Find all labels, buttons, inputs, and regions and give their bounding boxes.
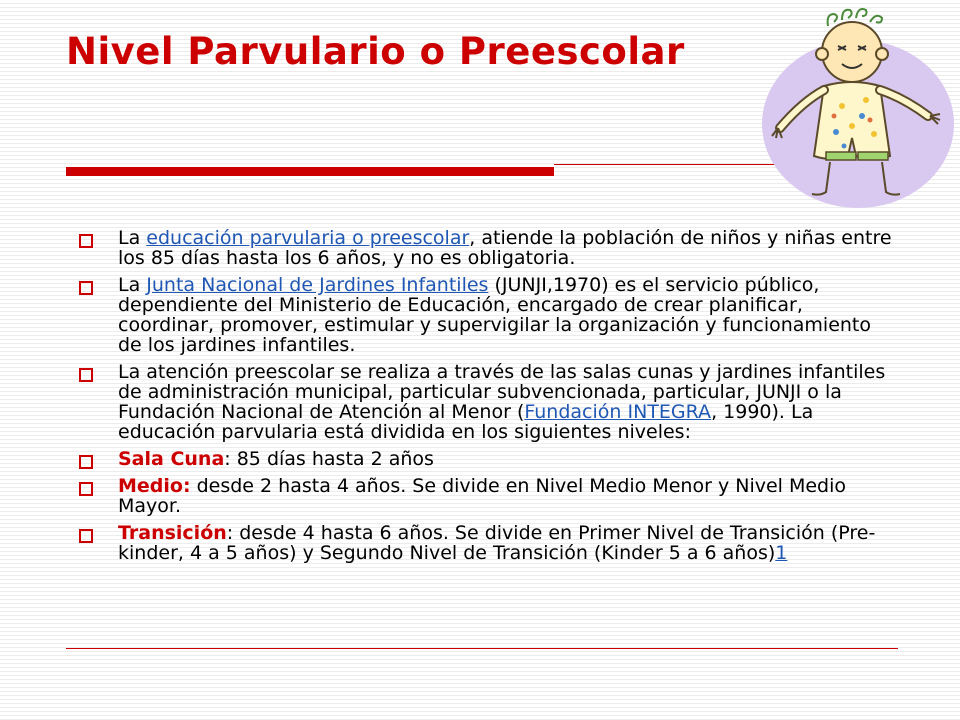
footer-divider (66, 648, 898, 649)
link-junji[interactable]: Junta Nacional de Jardines Infantiles (146, 274, 489, 296)
term-sala-cuna: Sala Cuna (118, 448, 225, 470)
bullet-item (78, 228, 898, 268)
bullet-item (78, 523, 898, 563)
term-medio: Medio: (118, 475, 191, 497)
title-underline-thick (66, 167, 554, 176)
square-bullet-icon (79, 482, 93, 496)
bullet-text: desde 2 hasta 4 años. Se divide en Nivel Medio Menor y Nivel Medio Mayor. (118, 475, 847, 517)
child-in-pajamas-illustration (758, 4, 956, 214)
square-bullet-icon (79, 529, 93, 543)
square-bullet-icon (79, 455, 93, 469)
term-transicion: Transición (118, 522, 227, 544)
bullet-item (78, 275, 898, 355)
bullet-item (78, 449, 898, 469)
bullet-text: La atención preescolar se realiza a través de las salas cunas y jardines infantiles de administración municipal, particular subvencionada, particular, JUNJI o la Fundación Nacional de Atención al Menor ( (118, 361, 886, 423)
bullet-text: La (118, 227, 147, 249)
bullet-item (78, 476, 898, 516)
square-bullet-icon (79, 368, 93, 382)
square-bullet-icon (79, 234, 93, 248)
bullet-text: , atiende la población de niños y niñas entre los 85 días hasta los 6 años, y no es obligatoria. (118, 227, 892, 269)
footnote-link[interactable]: 1 (775, 542, 788, 564)
square-bullet-icon (79, 281, 93, 295)
bullet-text: (JUNJI,1970) es el servicio público, dependiente del Ministerio de Educación, encargado de crear planificar, coordinar, promover, estimular y supervigilar la organización y funcionamiento de los jardines infantiles. (118, 274, 872, 356)
link-educacion-parvularia[interactable]: educación parvularia o preescolar (146, 227, 470, 249)
bullet-item (78, 362, 898, 442)
bullet-text: : desde 4 hasta 6 años. Se divide en Primer Nivel de Transición (Pre-kinder, 4 a 5 años) y Segundo Nivel de Transición (Kinder 5 a 6 años) (118, 522, 876, 564)
bullet-text: , 1990). La educación parvularia está dividida en los siguientes niveles: (118, 401, 814, 443)
bullet-text: La (118, 274, 147, 296)
bullet-list (78, 228, 898, 570)
bullet-text: : 85 días hasta 2 años (224, 448, 434, 470)
slide-title: Nivel Parvulario o Preescolar (66, 30, 685, 73)
link-fundacion-integra[interactable]: Fundación INTEGRA (524, 401, 712, 423)
